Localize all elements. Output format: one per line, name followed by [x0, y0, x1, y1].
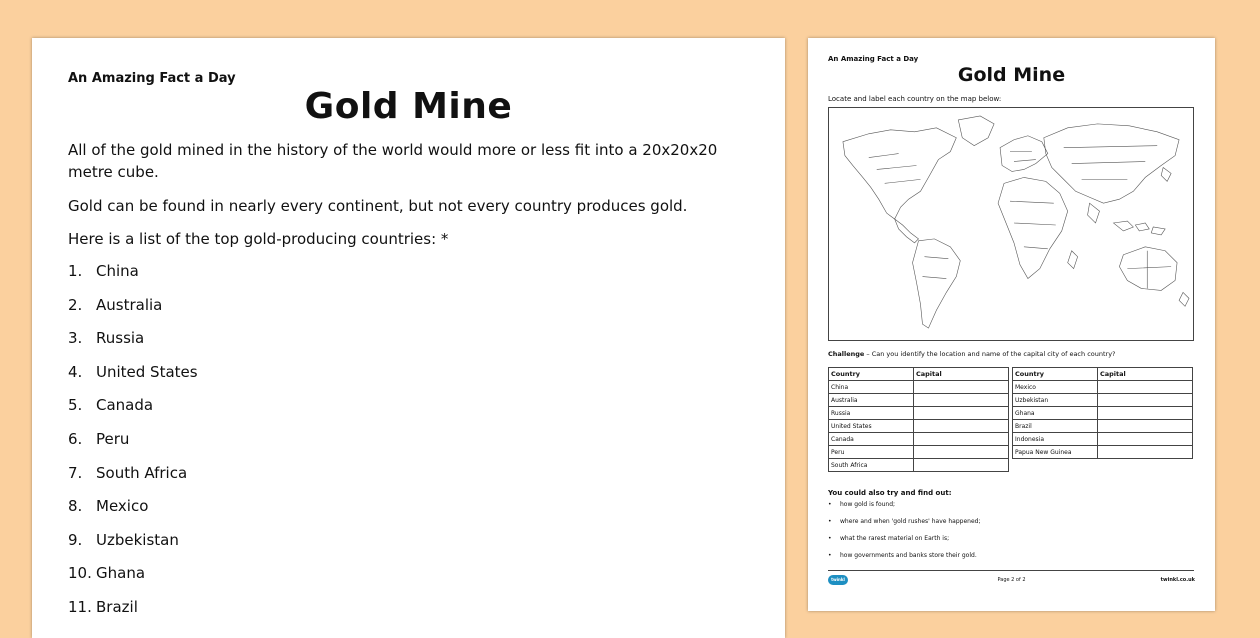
extra-list: [828, 501, 980, 569]
list-item: [68, 327, 198, 361]
country-name: South Africa: [96, 463, 188, 482]
column-header-capital: Capital: [1098, 368, 1193, 381]
challenge-label: Challenge: [828, 350, 865, 358]
capital-cell[interactable]: [1098, 394, 1193, 407]
country-cell: Canada: [829, 433, 914, 446]
worksheet-page-1: [32, 38, 785, 638]
capital-cell[interactable]: [1098, 407, 1193, 420]
list-item: • how gold is found;: [828, 501, 980, 518]
country-cell: South Africa: [829, 459, 914, 472]
capital-cell[interactable]: [914, 459, 1009, 472]
fact-paragraph-3: Here is a list of the top gold-producing countries: *: [68, 230, 449, 248]
capital-cell[interactable]: [914, 420, 1009, 433]
fact-paragraph-2: Gold can be found in nearly every continent, but not every country produces gold.: [68, 197, 688, 215]
table-row: [829, 446, 1009, 459]
country-name: Ghana: [96, 564, 146, 583]
country-name: Brazil: [96, 597, 138, 616]
table-row: [1013, 394, 1193, 407]
country-cell: Uzbekistan: [1013, 394, 1098, 407]
map-instruction: Locate and label each country on the map below:: [828, 95, 1002, 103]
country-name: Peru: [96, 429, 130, 448]
challenge-question: – Can you identify the location and name of the capital city of each country?: [864, 350, 1116, 358]
world-map: [828, 107, 1194, 341]
extra-heading: You could also try and find out:: [828, 489, 952, 497]
list-item: [68, 529, 198, 563]
capital-table-right: [1012, 367, 1193, 459]
twinkl-logo: twinkl: [828, 575, 848, 585]
table-row: [1013, 433, 1193, 446]
country-cell: China: [829, 381, 914, 394]
challenge-text: [828, 350, 1116, 358]
table-row: [829, 381, 1009, 394]
country-name: United States: [96, 362, 198, 381]
country-cell: Ghana: [1013, 407, 1098, 420]
list-item: [68, 361, 198, 395]
world-map-outline-icon: [829, 108, 1193, 340]
country-list: [68, 260, 198, 630]
list-number: 1.: [68, 262, 83, 280]
country-name: Mexico: [96, 497, 149, 516]
capital-cell[interactable]: [1098, 420, 1193, 433]
list-number: 4.: [68, 362, 83, 381]
series-title: An Amazing Fact a Day: [68, 71, 236, 86]
list-item: • where and when 'gold rushes' have happened;: [828, 518, 980, 535]
list-item: [68, 260, 198, 294]
table-header-row: [829, 368, 1009, 381]
country-cell: Papua New Guinea: [1013, 446, 1098, 459]
list-number: 11.: [68, 597, 92, 616]
list-item: [68, 428, 198, 462]
series-title: An Amazing Fact a Day: [828, 55, 919, 63]
list-number: 2.: [68, 295, 83, 314]
page-number: Page 2 of 2: [997, 577, 1026, 583]
country-cell: United States: [829, 420, 914, 433]
site-url: twinkl.co.uk: [1160, 577, 1195, 583]
capital-cell[interactable]: [914, 381, 1009, 394]
list-number: 6.: [68, 429, 83, 448]
column-header-country: Country: [1013, 368, 1098, 381]
capital-cell[interactable]: [1098, 433, 1193, 446]
list-item: [68, 495, 198, 529]
country-name: Canada: [96, 396, 154, 415]
worksheet-page-2: [808, 38, 1215, 611]
country-name: Uzbekistan: [96, 530, 179, 549]
table-row: [1013, 446, 1193, 459]
table-header-row: [1013, 368, 1193, 381]
country-cell: Australia: [829, 394, 914, 407]
list-number: 3.: [68, 329, 83, 348]
list-item: [68, 462, 198, 496]
country-cell: Indonesia: [1013, 433, 1098, 446]
page-title: Gold Mine: [957, 64, 1066, 86]
table-row: [829, 394, 1009, 407]
list-number: 5.: [68, 396, 83, 415]
table-row: [829, 459, 1009, 472]
table-row: [1013, 381, 1193, 394]
country-cell: Brazil: [1013, 420, 1098, 433]
table-row: [829, 407, 1009, 420]
column-header-capital: Capital: [914, 368, 1009, 381]
capital-cell[interactable]: [914, 446, 1009, 459]
list-number: 7.: [68, 463, 83, 482]
list-item: • how governments and banks store their gold.: [828, 552, 980, 569]
table-row: [1013, 407, 1193, 420]
country-name: Australia: [96, 295, 163, 314]
capital-table-left: [828, 367, 1009, 472]
country-name: Russia: [96, 329, 145, 348]
page-title: Gold Mine: [304, 86, 513, 127]
country-cell: Mexico: [1013, 381, 1098, 394]
table-row: [829, 433, 1009, 446]
capital-cell[interactable]: [914, 394, 1009, 407]
fact-paragraph-1: All of the gold mined in the history of the world would more or less fit into a 20x20x20 metre cube.: [68, 141, 718, 181]
list-item: [68, 294, 198, 328]
table-row: [829, 420, 1009, 433]
list-number: 8.: [68, 497, 83, 516]
country-name: China: [96, 262, 139, 280]
list-item: [68, 394, 198, 428]
capital-cell[interactable]: [1098, 446, 1193, 459]
list-item: [68, 562, 198, 596]
capital-cell[interactable]: [1098, 381, 1193, 394]
capital-cell[interactable]: [914, 407, 1009, 420]
list-item: • what the rarest material on Earth is;: [828, 535, 980, 552]
table-row: [1013, 420, 1193, 433]
country-cell: Peru: [829, 446, 914, 459]
capital-cell[interactable]: [914, 433, 1009, 446]
list-number: 10.: [68, 564, 92, 583]
list-item: [68, 596, 198, 630]
country-cell: Russia: [829, 407, 914, 420]
list-number: 9.: [68, 530, 83, 549]
column-header-country: Country: [829, 368, 914, 381]
footer-divider: [828, 570, 1194, 571]
